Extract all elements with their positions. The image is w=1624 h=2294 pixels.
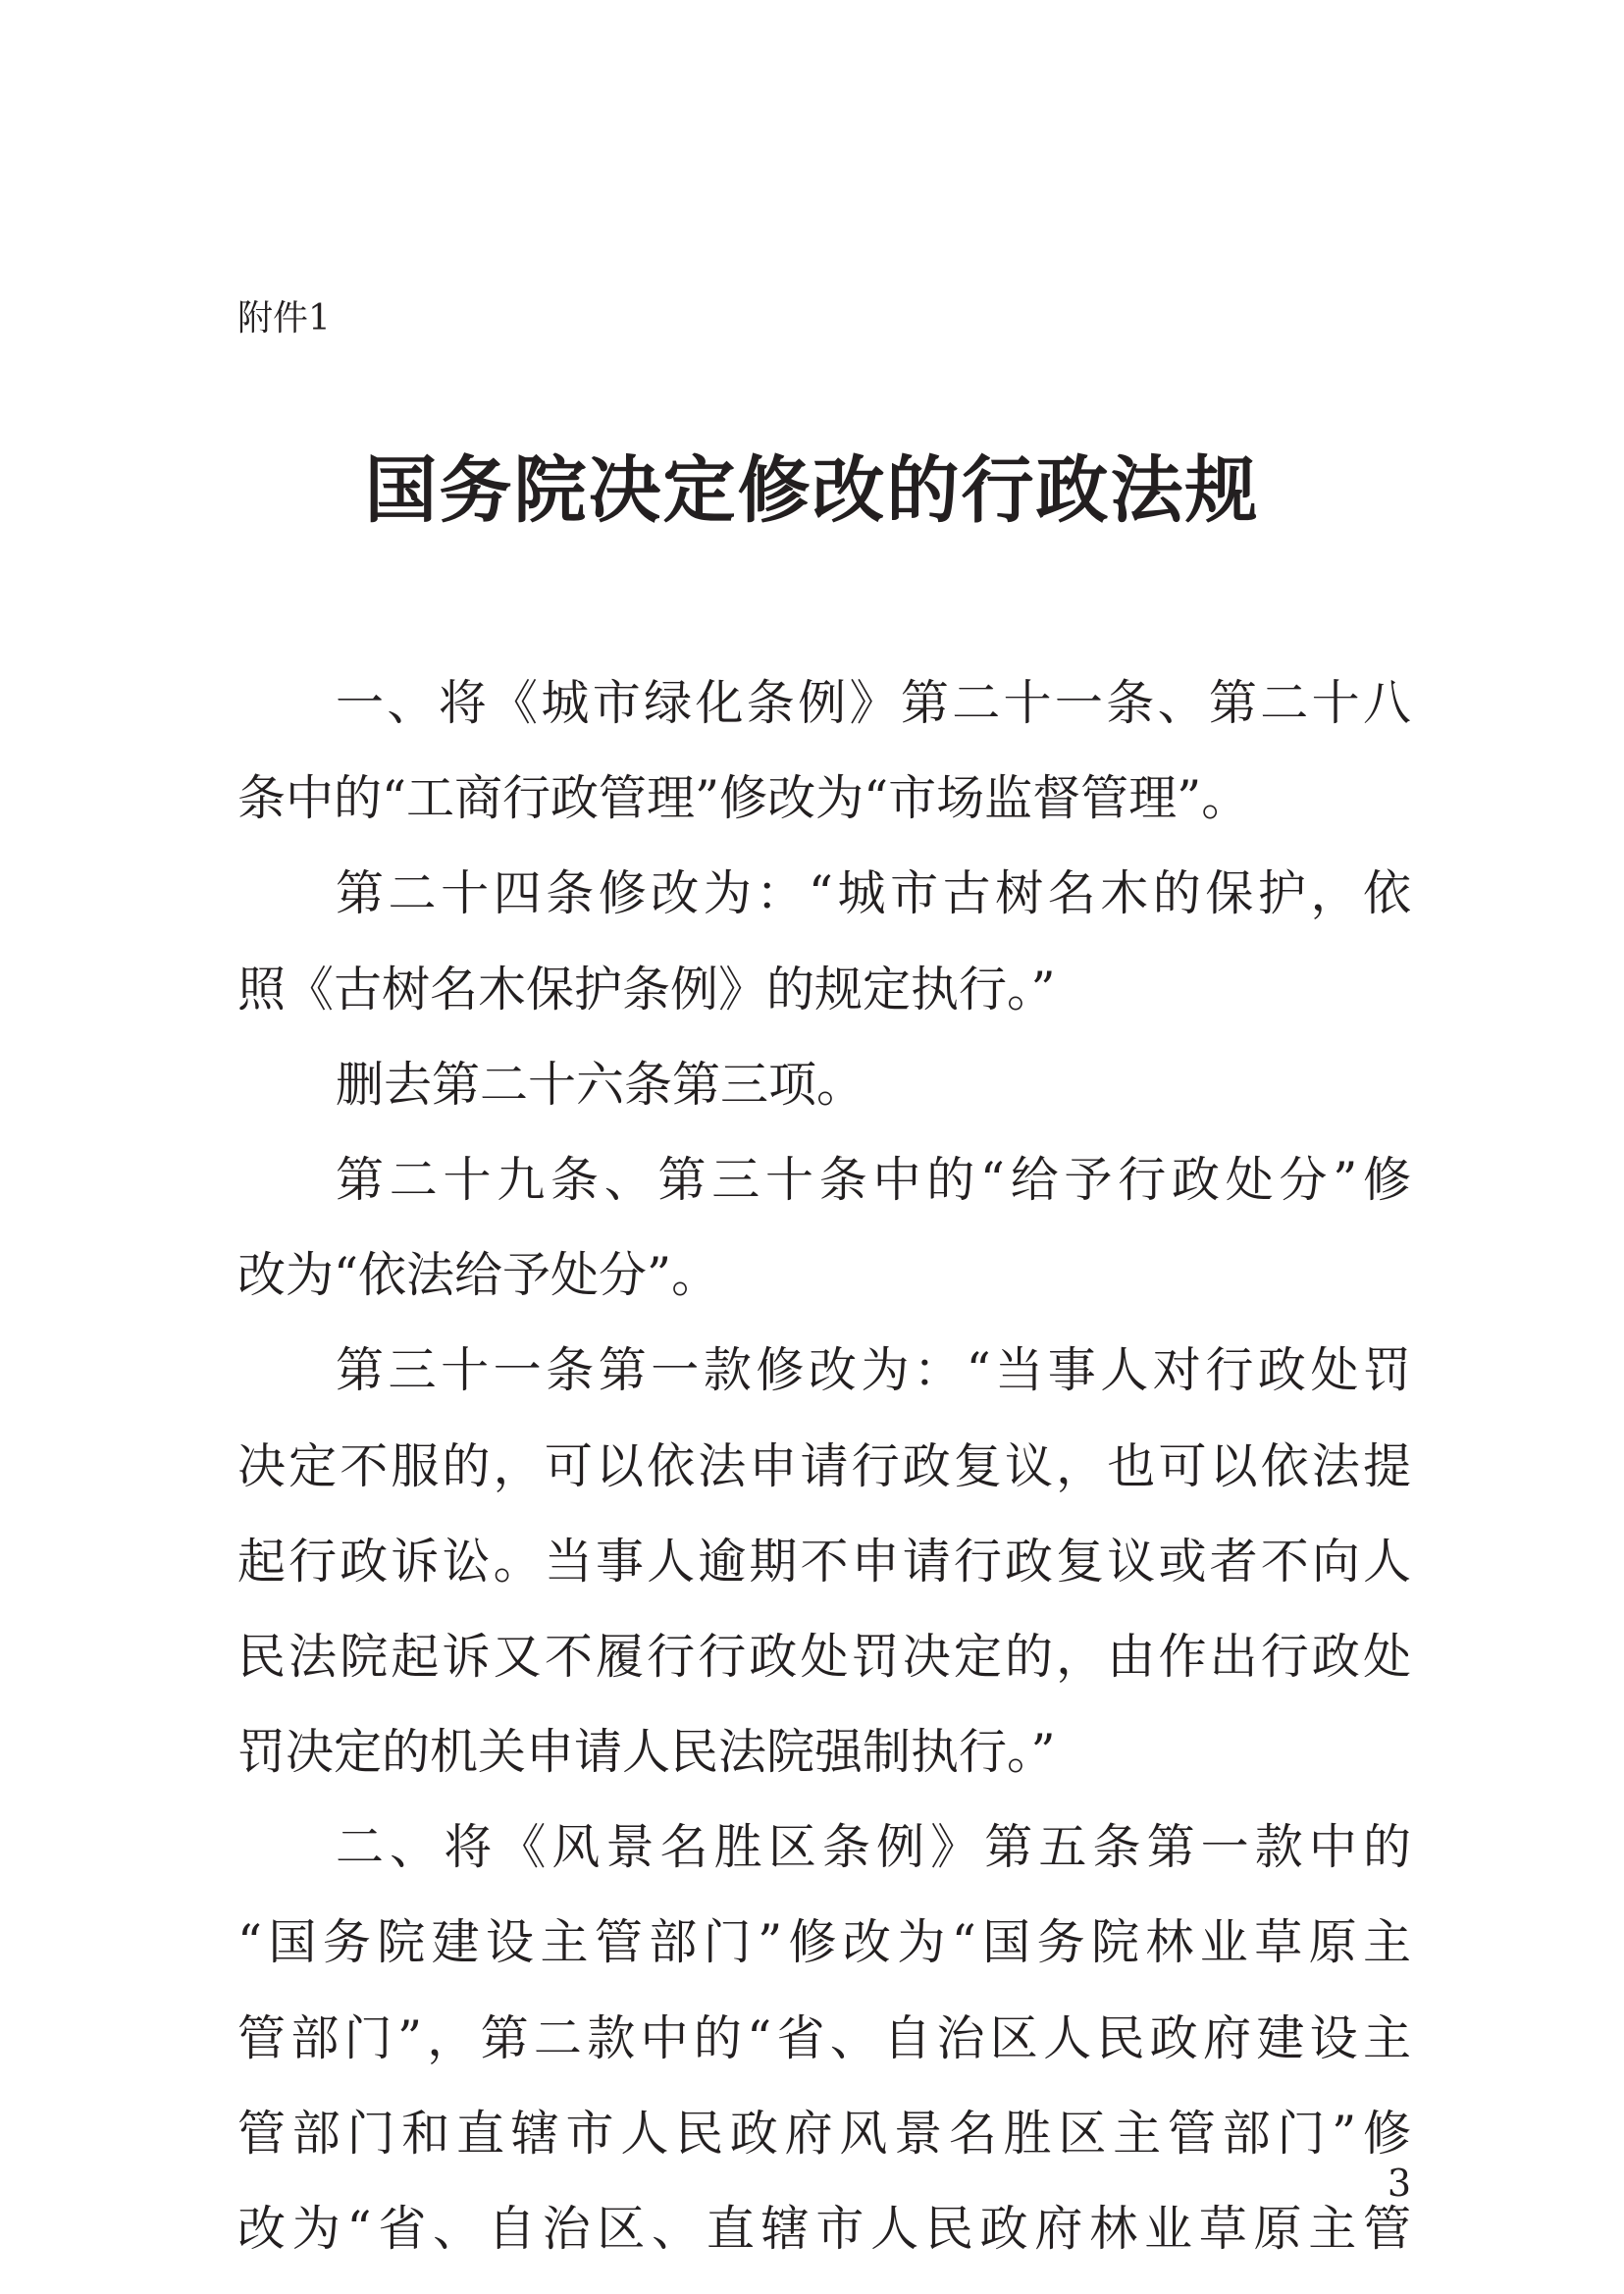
body-line: 改为“依法给予处分”。 xyxy=(237,1247,720,1304)
body-line: 管部门和直辖市人民政府风景名胜区主管部门”修 xyxy=(237,2105,1411,2162)
body-line: 条中的“工商行政管理”修改为“市场监督管理”。 xyxy=(237,770,1250,827)
body-line: 管部门”，第二款中的“省、自治区人民政府建设主 xyxy=(237,2009,1411,2066)
body-line: 决定不服的，可以依法申请行政复议，也可以依法提 xyxy=(237,1437,1411,1494)
body-line: 二、将《风景名胜区条例》第五条第一款中的 xyxy=(336,1819,1411,1876)
body-line: “国务院建设主管部门”修改为“国务院林业草原主 xyxy=(237,1914,1411,1971)
body-line: 照《古树名木保护条例》的规定执行。” xyxy=(237,961,1056,1017)
body-line: 起行政诉讼。当事人逾期不申请行政复议或者不向人 xyxy=(237,1533,1411,1590)
body-line: 第三十一条第一款修改为：“当事人对行政处罚 xyxy=(336,1342,1411,1399)
attachment-label: 附件1 xyxy=(237,298,331,339)
body-line: 删去第二十六条第三项。 xyxy=(336,1056,865,1113)
document-body xyxy=(237,655,1411,2276)
document-title: 国务院决定修改的行政法规 xyxy=(364,448,1260,533)
body-line: 一、将《城市绿化条例》第二十一条、第二十八 xyxy=(336,675,1411,731)
body-line: 改为“省、自治区、直辖市人民政府林业草原主管 xyxy=(237,2201,1411,2257)
body-line: 罚决定的机关申请人民法院强制执行。” xyxy=(237,1724,1056,1781)
page-number: 3 xyxy=(1387,2162,1411,2205)
body-line: 第二十九条、第三十条中的“给予行政处分”修 xyxy=(336,1151,1411,1208)
body-line: 第二十四条修改为：“城市古树名木的保护，依 xyxy=(336,865,1411,922)
body-line: 民法院起诉又不履行行政处罚决定的，由作出行政处 xyxy=(237,1628,1411,1685)
